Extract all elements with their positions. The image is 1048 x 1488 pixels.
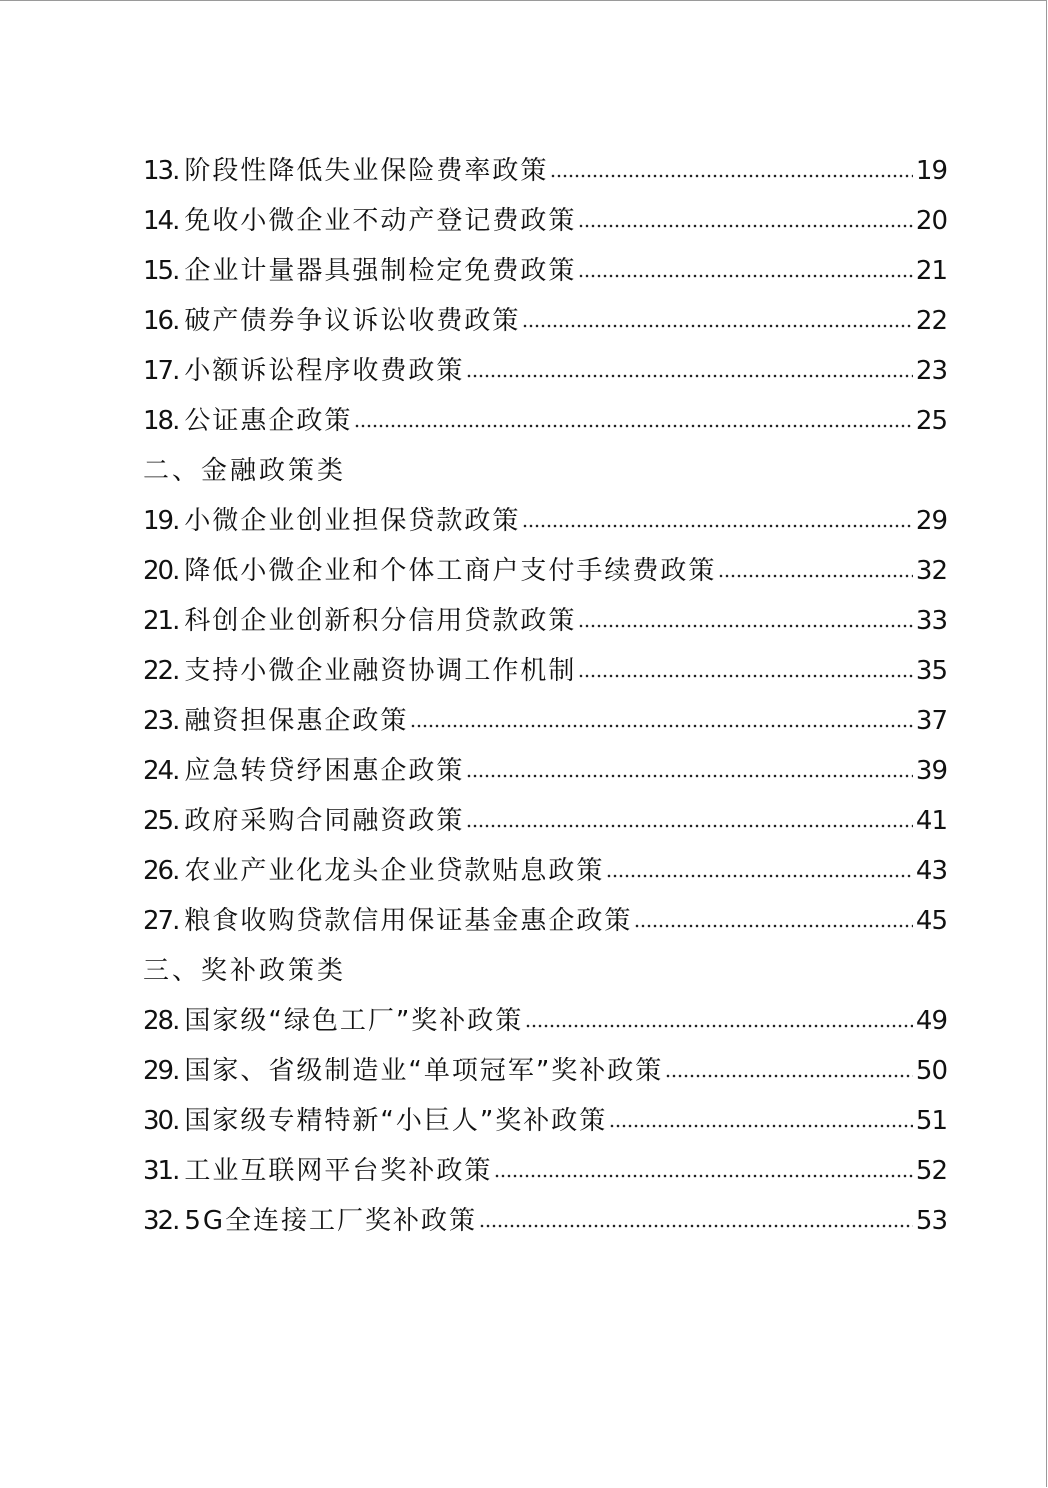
toc-page-number: 29 <box>915 506 947 536</box>
toc-page-number: 41 <box>915 806 947 836</box>
toc-entry-number: 14. <box>143 206 179 236</box>
toc-entry-title: 融资担保惠企政策 <box>184 706 409 736</box>
toc-entry-number: 18. <box>143 406 179 436</box>
toc-entry-number: 28. <box>143 1006 179 1036</box>
toc-heading-title: 三、奖补政策类 <box>143 956 347 986</box>
toc-entry[interactable] <box>143 546 947 596</box>
toc-page-number: 37 <box>915 706 947 736</box>
toc-entry-title: 国家级“绿色工厂”奖补政策 <box>184 1006 524 1036</box>
toc-entry-title: 破产债券争议诉讼收费政策 <box>184 306 521 336</box>
toc-entry-title: 工业互联网平台奖补政策 <box>184 1156 493 1186</box>
toc-dot-leader <box>578 246 913 296</box>
toc-dot-leader <box>665 1046 913 1096</box>
toc-section-heading <box>143 946 947 996</box>
toc-entry-title: 国家、省级制造业“单项冠军”奖补政策 <box>184 1056 664 1086</box>
toc-page-number: 50 <box>915 1056 947 1086</box>
toc-entry[interactable] <box>143 646 947 696</box>
toc-dot-leader <box>410 696 913 746</box>
toc-dot-leader <box>606 846 913 896</box>
toc-dot-leader <box>479 1196 913 1246</box>
toc-page-number: 32 <box>915 556 947 586</box>
toc-entry-title: 科创企业创新积分信用贷款政策 <box>184 606 577 636</box>
toc-page-number: 25 <box>915 406 947 436</box>
toc-entry[interactable] <box>143 146 947 196</box>
toc-page-number: 49 <box>915 1006 947 1036</box>
toc-dot-leader <box>522 496 913 546</box>
toc-entry-number: 30. <box>143 1106 179 1136</box>
toc-entry-title: 降低小微企业和个体工商户支付手续费政策 <box>184 556 717 586</box>
toc-page-number: 23 <box>915 356 947 386</box>
toc-entry[interactable] <box>143 246 947 296</box>
toc-page-number: 35 <box>915 656 947 686</box>
toc-page-number: 19 <box>915 156 947 186</box>
table-of-contents <box>143 146 947 1246</box>
toc-entry-number: 23. <box>143 706 179 736</box>
toc-entry-title: 支持小微企业融资协调工作机制 <box>184 656 577 686</box>
toc-dot-leader <box>718 546 913 596</box>
toc-entry-title: 小额诉讼程序收费政策 <box>184 356 465 386</box>
toc-dot-leader <box>578 196 913 246</box>
toc-entry-number: 24. <box>143 756 179 786</box>
toc-entry-number: 16. <box>143 306 179 336</box>
toc-entry[interactable] <box>143 346 947 396</box>
toc-heading-title: 二、金融政策类 <box>143 456 347 486</box>
toc-entry-number: 25. <box>143 806 179 836</box>
toc-entry[interactable] <box>143 896 947 946</box>
toc-page-number: 21 <box>915 256 947 286</box>
toc-entry[interactable] <box>143 796 947 846</box>
toc-entry[interactable] <box>143 396 947 446</box>
toc-entry-number: 32. <box>143 1206 179 1236</box>
toc-entry[interactable] <box>143 996 947 1046</box>
toc-page-number: 51 <box>915 1106 947 1136</box>
toc-dot-leader <box>578 596 913 646</box>
toc-page-number: 53 <box>915 1206 947 1236</box>
toc-dot-leader <box>525 996 913 1046</box>
toc-entry-title: 5G全连接工厂奖补政策 <box>184 1206 478 1236</box>
toc-dot-leader <box>522 296 913 346</box>
toc-entry-title: 免收小微企业不动产登记费政策 <box>184 206 577 236</box>
toc-entry-title: 国家级专精特新“小巨人”奖补政策 <box>184 1106 608 1136</box>
toc-page-number: 43 <box>915 856 947 886</box>
toc-page-number: 22 <box>915 306 947 336</box>
toc-entry-number: 20. <box>143 556 179 586</box>
toc-dot-leader <box>466 796 913 846</box>
toc-entry[interactable] <box>143 496 947 546</box>
toc-entry-number: 27. <box>143 906 179 936</box>
toc-dot-leader <box>609 1096 913 1146</box>
toc-dot-leader <box>494 1146 913 1196</box>
toc-page-number: 33 <box>915 606 947 636</box>
toc-entry-title: 应急转贷纾困惠企政策 <box>184 756 465 786</box>
toc-entry-title: 小微企业创业担保贷款政策 <box>184 506 521 536</box>
toc-entry[interactable] <box>143 1146 947 1196</box>
toc-section-heading <box>143 446 947 496</box>
toc-entry[interactable] <box>143 846 947 896</box>
toc-entry-number: 26. <box>143 856 179 886</box>
toc-entry-title: 公证惠企政策 <box>184 406 353 436</box>
toc-page-number: 20 <box>915 206 947 236</box>
toc-page-number: 39 <box>915 756 947 786</box>
toc-entry-number: 13. <box>143 156 179 186</box>
toc-entry-title: 企业计量器具强制检定免费政策 <box>184 256 577 286</box>
toc-page-number: 52 <box>915 1156 947 1186</box>
toc-entry-number: 29. <box>143 1056 179 1086</box>
toc-dot-leader <box>578 646 913 696</box>
toc-entry-number: 21. <box>143 606 179 636</box>
toc-entry[interactable] <box>143 1196 947 1246</box>
toc-dot-leader <box>466 746 913 796</box>
toc-entry-title: 阶段性降低失业保险费率政策 <box>184 156 549 186</box>
toc-entry-number: 22. <box>143 656 179 686</box>
toc-entry-title: 粮食收购贷款信用保证基金惠企政策 <box>184 906 633 936</box>
toc-entry[interactable] <box>143 296 947 346</box>
toc-entry-number: 19. <box>143 506 179 536</box>
toc-entry[interactable] <box>143 596 947 646</box>
toc-dot-leader <box>466 346 913 396</box>
toc-dot-leader <box>354 396 913 446</box>
toc-entry-number: 15. <box>143 256 179 286</box>
toc-entry[interactable] <box>143 1046 947 1096</box>
toc-entry[interactable] <box>143 746 947 796</box>
toc-entry-number: 17. <box>143 356 179 386</box>
toc-entry[interactable] <box>143 196 947 246</box>
toc-entry-title: 政府采购合同融资政策 <box>184 806 465 836</box>
toc-entry-title: 农业产业化龙头企业贷款贴息政策 <box>184 856 605 886</box>
toc-dot-leader <box>634 896 913 946</box>
toc-entry[interactable] <box>143 1096 947 1146</box>
toc-entry[interactable] <box>143 696 947 746</box>
toc-entry-number: 31. <box>143 1156 179 1186</box>
toc-page-number: 45 <box>915 906 947 936</box>
toc-dot-leader <box>550 146 913 196</box>
